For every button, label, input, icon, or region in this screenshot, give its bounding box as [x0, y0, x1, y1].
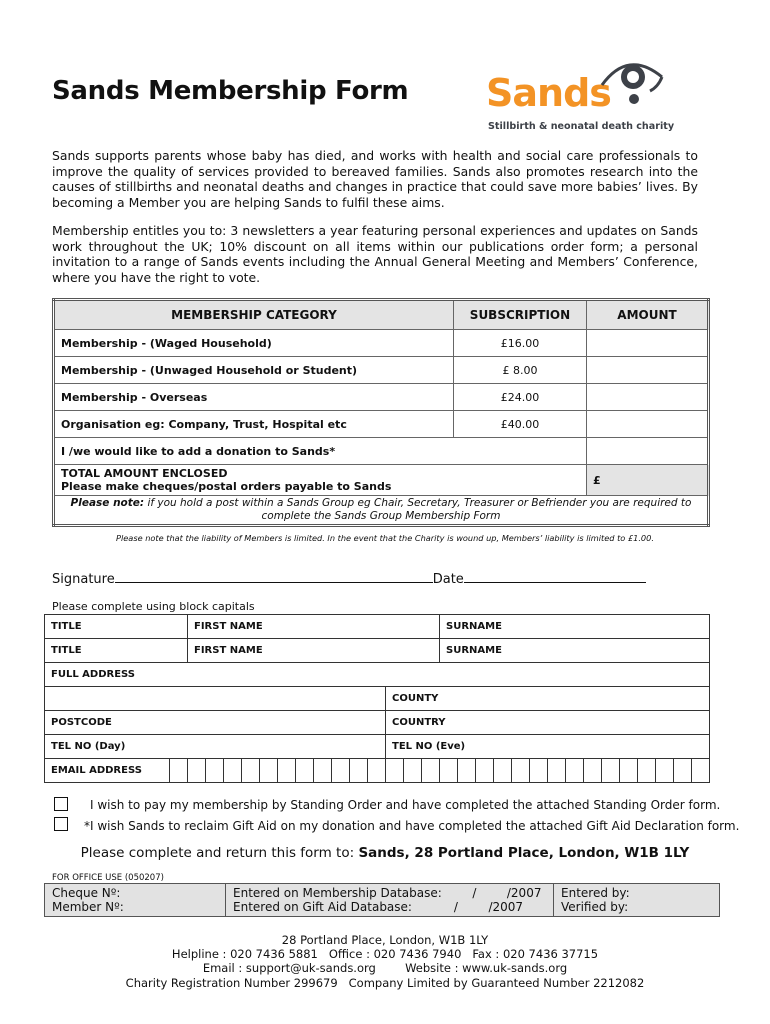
subscription-cell: £16.00: [454, 330, 587, 357]
footer-registration: Charity Registration Number 299679 Company Limited by Guaranteed Number 2212082: [125, 975, 645, 990]
tel-eve-field[interactable]: TEL NO (Eve): [386, 735, 710, 759]
office-use-box: [44, 883, 720, 917]
amount-input[interactable]: [587, 330, 709, 357]
return-prefix: Please complete and return this form to:: [80, 845, 359, 861]
email-character-box[interactable]: [368, 759, 386, 783]
member-number: Member Nº:: [52, 900, 124, 914]
table-row: [54, 411, 709, 438]
return-instructions: [0, 845, 770, 861]
table-row: [54, 330, 709, 357]
full-address-field[interactable]: FULL ADDRESS: [45, 663, 710, 687]
email-character-box[interactable]: [548, 759, 566, 783]
email-character-box[interactable]: [638, 759, 656, 783]
note-row: [54, 496, 709, 526]
entered-by: Entered by:: [561, 886, 630, 900]
email-character-box[interactable]: [278, 759, 296, 783]
subscription-cell: £40.00: [454, 411, 587, 438]
email-character-box[interactable]: [188, 759, 206, 783]
surname-field-2[interactable]: SURNAME: [440, 639, 710, 663]
header-category: MEMBERSHIP CATEGORY: [54, 300, 454, 330]
personal-details-table: [44, 614, 710, 783]
block-caps-note: Please complete using block capitals: [52, 600, 255, 613]
entered-membership-db: Entered on Membership Database: / /2007: [233, 886, 542, 900]
signature-row: [52, 570, 646, 587]
email-character-box[interactable]: [674, 759, 692, 783]
category-cell: Membership - Overseas: [54, 384, 454, 411]
email-character-box[interactable]: [620, 759, 638, 783]
office-use-label: FOR OFFICE USE (050207): [52, 873, 164, 883]
title-field-2[interactable]: TITLE: [45, 639, 188, 663]
address-line-field[interactable]: [45, 687, 386, 711]
email-character-box[interactable]: [602, 759, 620, 783]
total-row: [54, 465, 709, 496]
total-label: TOTAL AMOUNT ENCLOSED: [61, 467, 228, 480]
email-character-box[interactable]: [494, 759, 512, 783]
total-amount-input[interactable]: [587, 465, 709, 496]
email-character-box[interactable]: [566, 759, 584, 783]
header-subscription: SUBSCRIPTION: [454, 300, 587, 330]
amount-input[interactable]: [587, 411, 709, 438]
email-character-box[interactable]: [170, 759, 188, 783]
verified-by: Verified by:: [561, 900, 629, 914]
county-field[interactable]: COUNTY: [386, 687, 710, 711]
footer: [0, 933, 770, 990]
gift-aid-checkbox[interactable]: [54, 817, 68, 831]
donation-label: I /we would like to add a donation to Sands*: [54, 438, 587, 465]
table-row: [54, 384, 709, 411]
email-character-box[interactable]: [404, 759, 422, 783]
postcode-field[interactable]: POSTCODE: [45, 711, 386, 735]
header-amount: AMOUNT: [587, 300, 709, 330]
standing-order-label: I wish to pay my membership by Standing Order and have completed the attached Standing Order form.: [90, 798, 721, 812]
first-name-field-2[interactable]: FIRST NAME: [188, 639, 440, 663]
date-label: Date: [432, 572, 464, 587]
note-text: if you hold a post within a Sands Group eg Chair, Secretary, Treasurer or Befriender you are required to complete the Sands Group Membership Form: [144, 497, 692, 522]
footer-phones: Helpline : 020 7436 5881 Office : 020 7436 7940 Fax : 020 7436 37715: [171, 947, 599, 962]
first-name-field[interactable]: FIRST NAME: [188, 615, 440, 639]
email-character-box[interactable]: [350, 759, 368, 783]
country-field[interactable]: COUNTRY: [386, 711, 710, 735]
cheques-label: Please make cheques/postal orders payable to Sands: [61, 480, 392, 493]
logo-tagline: Stillbirth & neonatal death charity: [488, 121, 675, 132]
note-bold: Please note:: [70, 497, 145, 509]
membership-table: [52, 298, 710, 527]
table-row: [54, 357, 709, 384]
category-cell: Membership - (Unwaged Household or Student): [54, 357, 454, 384]
category-cell: Membership - (Waged Household): [54, 330, 454, 357]
email-character-box[interactable]: [530, 759, 548, 783]
footer-contact: Email : support@uk-sands.org Website : www.uk-sands.org: [202, 961, 568, 976]
email-label: EMAIL ADDRESS: [45, 759, 170, 783]
email-character-box[interactable]: [656, 759, 674, 783]
email-character-box[interactable]: [476, 759, 494, 783]
email-character-box[interactable]: [296, 759, 314, 783]
category-cell: Organisation eg: Company, Trust, Hospital etc: [54, 411, 454, 438]
gift-aid-label: *I wish Sands to reclaim Gift Aid on my donation and have completed the attached Gift Aid Declaration form.: [84, 819, 740, 833]
sands-logo: [486, 55, 675, 135]
email-character-box[interactable]: [224, 759, 242, 783]
email-character-box[interactable]: [440, 759, 458, 783]
liability-note: Please note that the liability of Members is limited. In the event that the Charity is wound up, Members’ liability is limited to £1.00.: [116, 533, 654, 543]
signature-label: Signature: [52, 572, 115, 587]
email-character-box[interactable]: [584, 759, 602, 783]
date-field[interactable]: [464, 570, 646, 583]
subscription-cell: £ 8.00: [454, 357, 587, 384]
logo-wordmark: Sands: [486, 71, 611, 115]
intro-paragraph: Sands supports parents whose baby has died, and works with health and social care professionals to improve the quality of services provided to bereaved families. Sands also promotes research into the causes of stillbirths and neonatal deaths and changes in practice that could save more babies’ lives. By becoming a Member you are helping Sands to fulfil these aims.: [52, 148, 698, 210]
email-character-box[interactable]: [314, 759, 332, 783]
donation-amount-input[interactable]: [587, 438, 709, 465]
email-character-box[interactable]: [332, 759, 350, 783]
email-character-box[interactable]: [260, 759, 278, 783]
subscription-cell: £24.00: [454, 384, 587, 411]
email-character-box[interactable]: [692, 759, 710, 783]
cheque-number: Cheque Nº:: [52, 886, 121, 900]
amount-input[interactable]: [587, 357, 709, 384]
footer-address: 28 Portland Place, London, W1B 1LY: [281, 933, 489, 947]
email-character-box[interactable]: [422, 759, 440, 783]
amount-input[interactable]: [587, 384, 709, 411]
surname-field[interactable]: SURNAME: [440, 615, 710, 639]
tel-day-field[interactable]: TEL NO (Day): [45, 735, 386, 759]
email-character-box[interactable]: [386, 759, 404, 783]
email-character-box[interactable]: [512, 759, 530, 783]
eye-teardrop-icon: [598, 55, 668, 110]
page-title: Sands Membership Form: [52, 76, 409, 106]
title-field[interactable]: TITLE: [45, 615, 188, 639]
signature-field[interactable]: [115, 570, 433, 583]
entitles-paragraph: Membership entitles you to: 3 newsletters a year featuring personal experiences and updates on Sands work throughout the UK; 10% discount on all items within our publications order form; a personal invitation to a range of Sands events including the Annual General Meeting and Members’ Conference, where you have the right to vote.: [52, 223, 698, 285]
email-character-box[interactable]: [458, 759, 476, 783]
currency-symbol: £: [593, 473, 601, 487]
email-character-box[interactable]: [242, 759, 260, 783]
return-address: Sands, 28 Portland Place, London, W1B 1LY: [358, 845, 690, 861]
entered-giftaid-db: Entered on Gift Aid Database: / /2007: [233, 900, 524, 914]
standing-order-checkbox[interactable]: [54, 797, 68, 811]
email-character-box[interactable]: [206, 759, 224, 783]
donation-row: [54, 438, 709, 465]
